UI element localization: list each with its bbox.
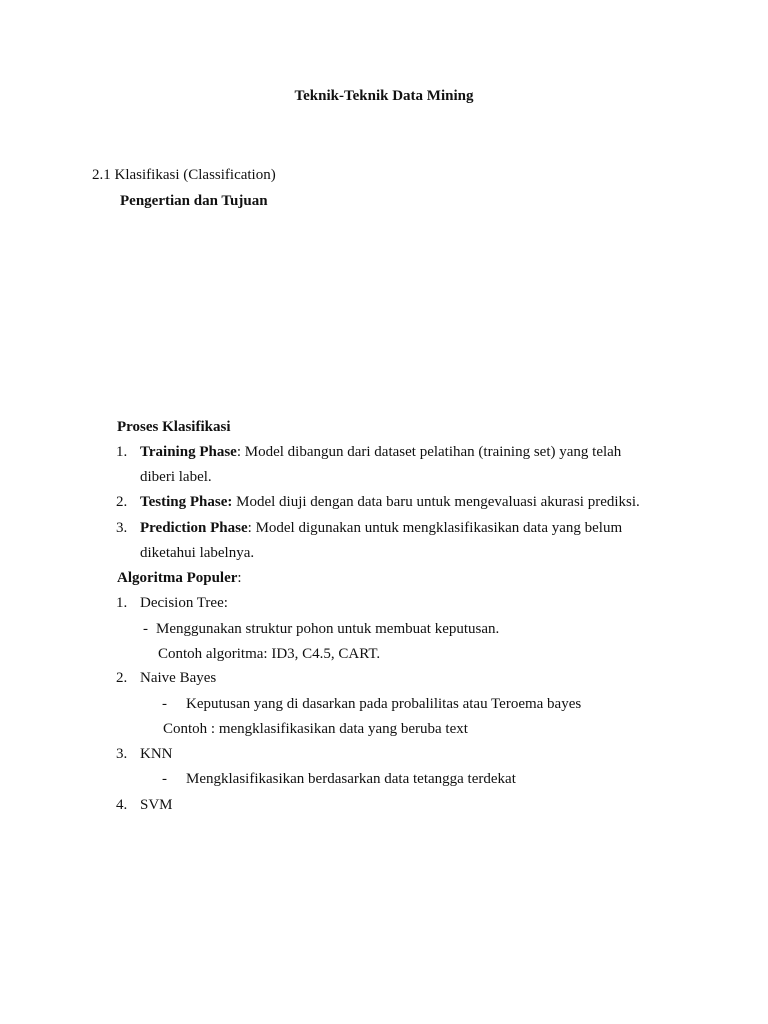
algoritma-heading-colon: : — [237, 570, 242, 586]
section-subheading: Pengertian dan Tujuan — [120, 193, 268, 209]
proses-item-line — [140, 519, 622, 537]
algoritma-item-number: 4. — [116, 797, 128, 813]
proses-item-text: Model digunakan untuk mengklasifikasikan data yang belum — [251, 520, 623, 536]
algoritma-item-label: KNN — [140, 746, 173, 762]
algoritma-item-bullet: Keputusan yang di dasarkan pada probalilitas atau Teroema bayes — [186, 696, 582, 712]
algoritma-heading-line — [117, 569, 242, 587]
proses-item-number: 1. — [116, 444, 128, 460]
bullet-dash: - — [162, 696, 167, 712]
proses-item-line — [140, 443, 621, 461]
document-title: Teknik-Teknik Data Mining — [294, 88, 474, 104]
algoritma-item-bullet: Mengklasifikasikan berdasarkan data tetangga terdekat — [186, 771, 516, 787]
algoritma-item-bullet: Menggunakan struktur pohon untuk membuat keputusan. — [156, 621, 500, 637]
proses-item-text: Model diuji dengan data baru untuk mengevaluasi akurasi prediksi. — [232, 494, 640, 510]
algoritma-heading: Algoritma Populer — [117, 570, 238, 586]
proses-item-colon: : — [236, 444, 241, 460]
algoritma-item-example: Contoh : mengklasifikasikan data yang beruba text — [163, 721, 468, 737]
proses-heading: Proses Klasifikasi — [117, 419, 231, 435]
proses-item-term: Training Phase — [140, 444, 237, 460]
proses-item-term: Prediction Phase — [140, 520, 248, 536]
proses-item-continuation: diberi label. — [140, 469, 212, 485]
proses-item-text: Model dibangun dari dataset pelatihan (training set) yang telah — [241, 444, 622, 460]
algoritma-item-label: Decision Tree: — [140, 595, 228, 611]
algoritma-item-number: 3. — [116, 746, 128, 762]
proses-item-number: 2. — [116, 494, 128, 510]
algoritma-item-label: Naive Bayes — [140, 670, 217, 686]
section-heading: 2.1 Klasifikasi (Classification) — [92, 167, 276, 183]
algoritma-item-label: SVM — [140, 797, 173, 813]
proses-item-term: Testing Phase: — [140, 494, 233, 510]
proses-item-number: 3. — [116, 520, 128, 536]
algoritma-item-number: 1. — [116, 595, 128, 611]
proses-item-line — [140, 493, 640, 511]
algoritma-item-example: Contoh algoritma: ID3, C4.5, CART. — [158, 646, 381, 662]
proses-item-colon: : — [247, 520, 252, 536]
algoritma-item-number: 2. — [116, 670, 128, 686]
bullet-dash: - — [162, 771, 167, 787]
proses-item-continuation: diketahui labelnya. — [140, 545, 255, 561]
bullet-dash: - — [143, 621, 148, 637]
